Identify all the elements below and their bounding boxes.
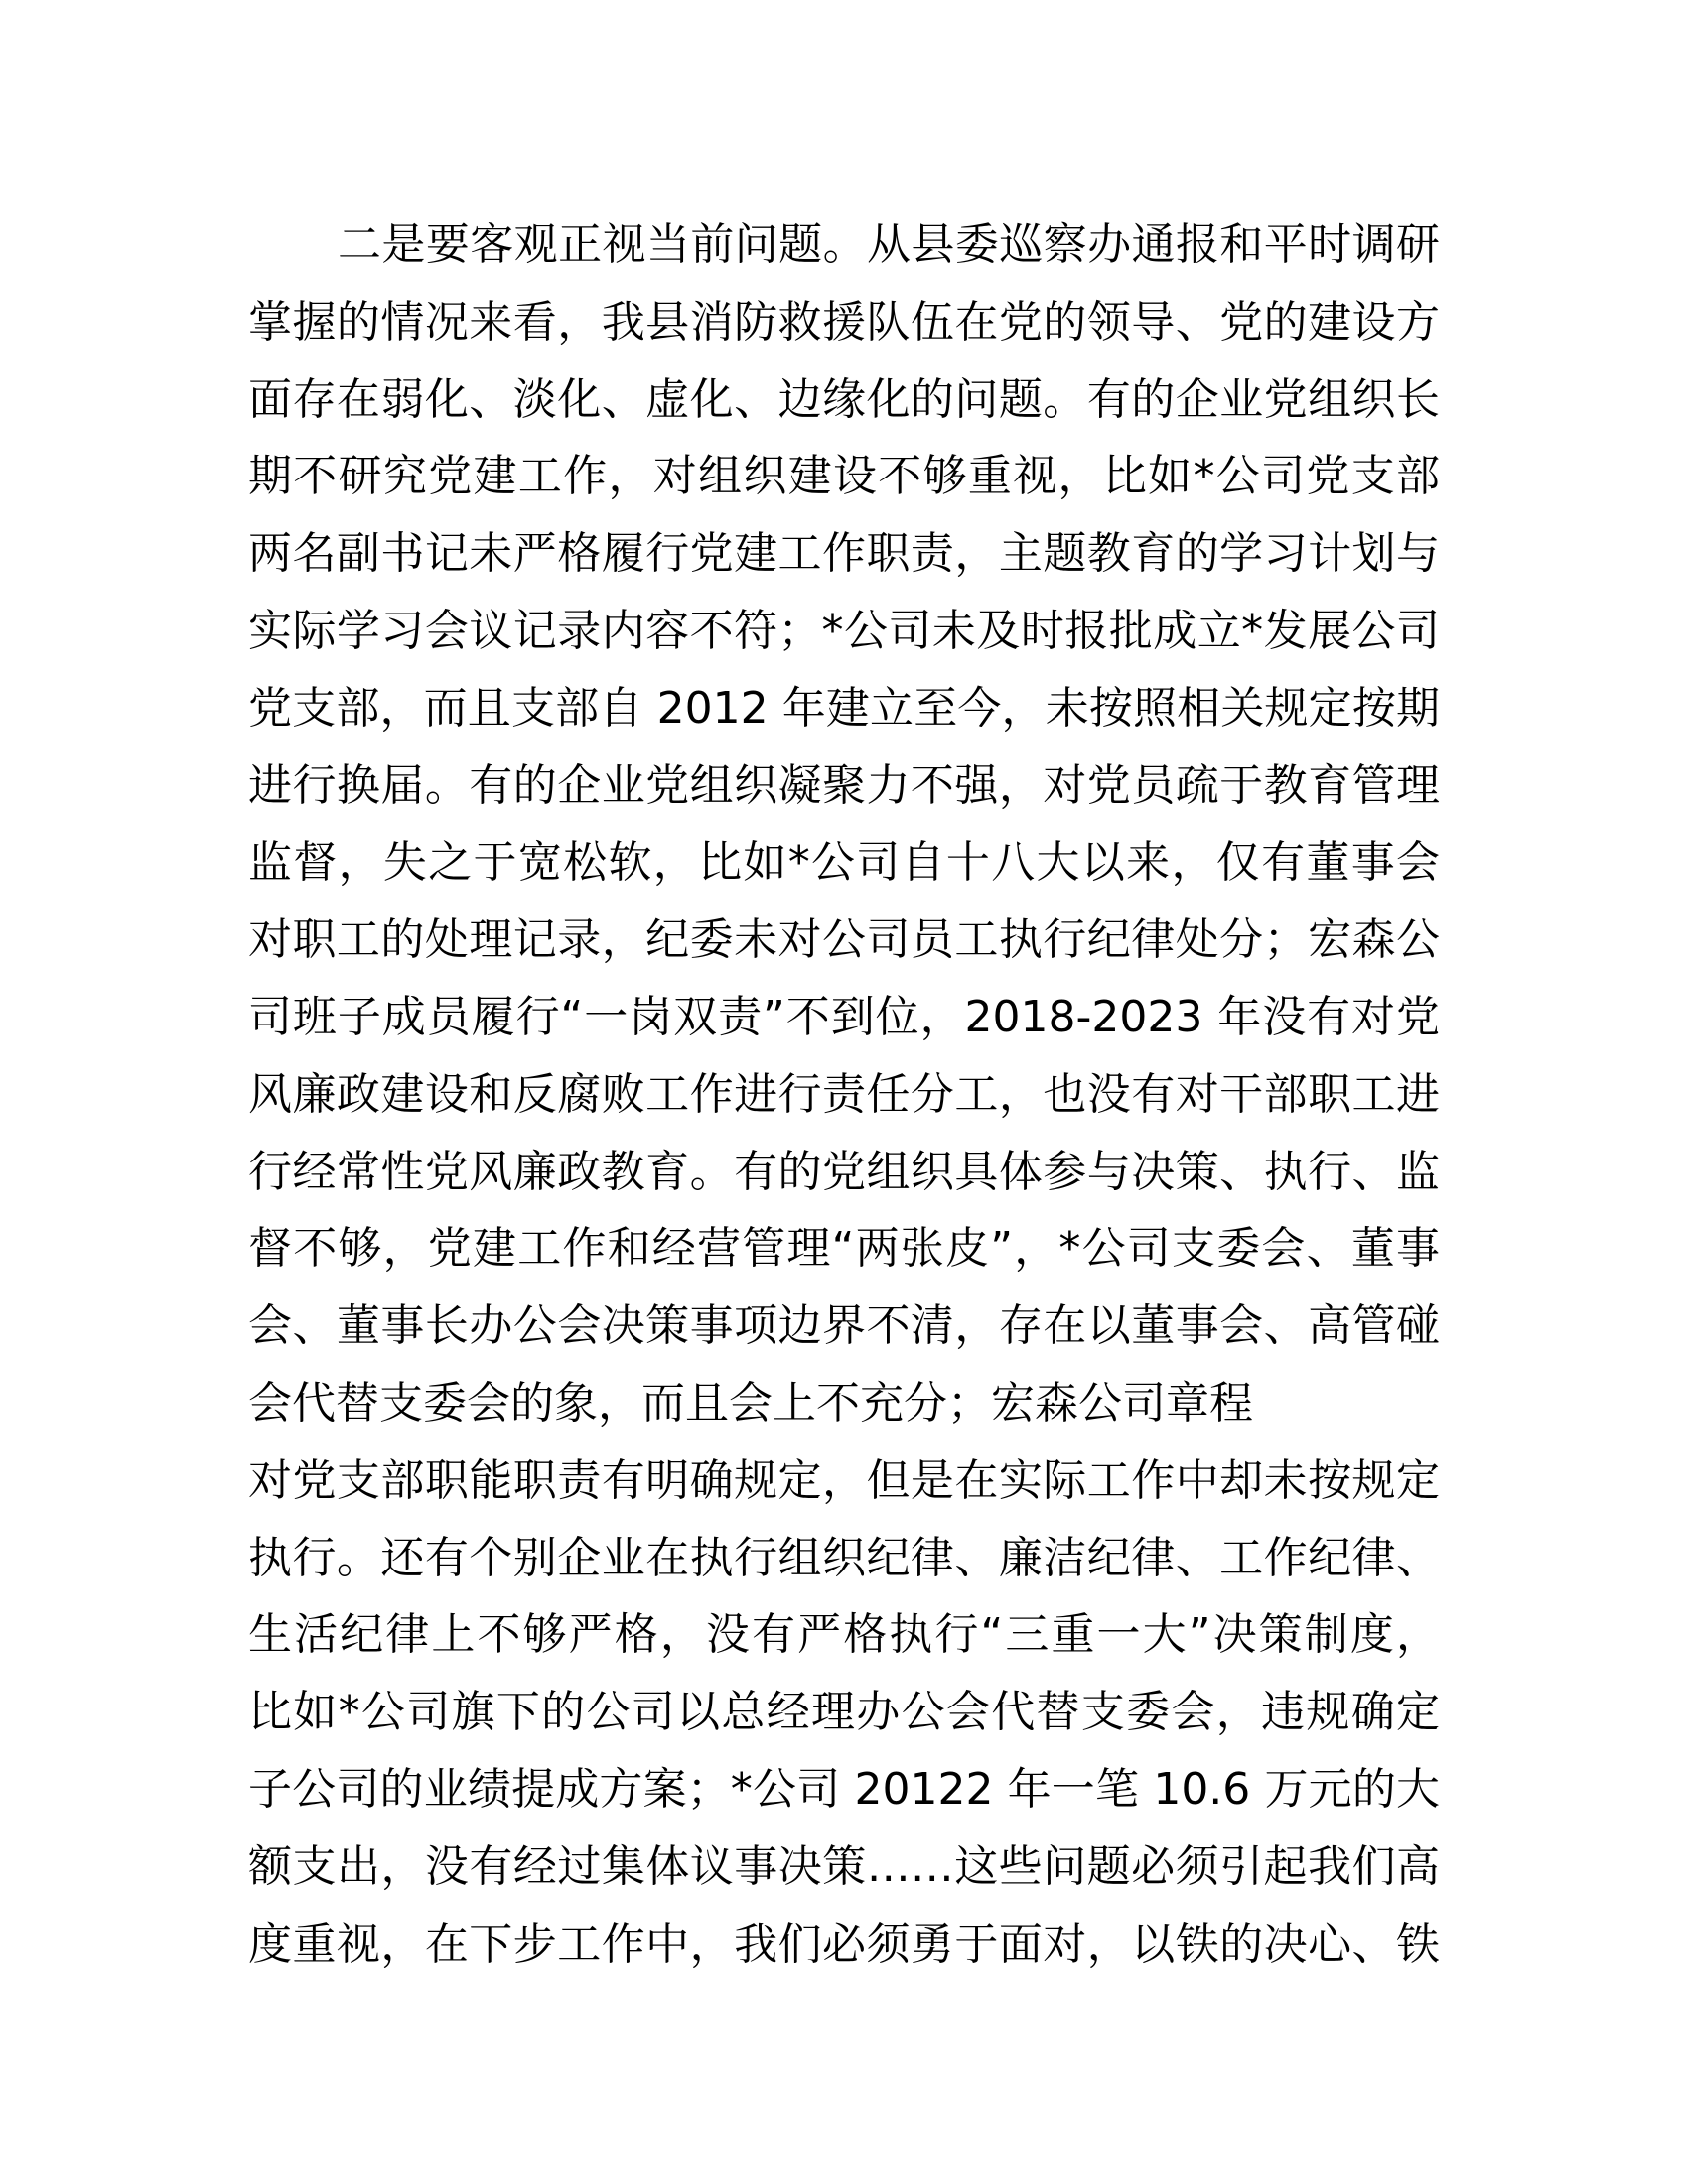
paragraph-line: 行经常性党风廉政教育。有的党组织具体参与决策、执行、监 bbox=[248, 1146, 1440, 1197]
paragraph-line: 度重视，在下步工作中，我们必须勇于面对，以铁的决心、铁 bbox=[248, 1918, 1440, 1970]
paragraph-line: 会、董事长办公会决策事项边界不清，存在以董事会、高管碰 bbox=[248, 1300, 1440, 1352]
paragraph-line: 监督，失之于宽松软，比如*公司自十八大以来，仅有董事会 bbox=[248, 837, 1440, 888]
paragraph-line: 两名副书记未严格履行党建工作职责，主题教育的学习计划与 bbox=[248, 528, 1440, 580]
paragraph-line: 二是要客观正视当前问题。从县委巡察办通报和平时调研 bbox=[338, 219, 1440, 270]
paragraph-line: 比如*公司旗下的公司以总经理办公会代替支委会，违规确定 bbox=[248, 1687, 1440, 1738]
paragraph-line: 对党支部职能职责有明确规定，但是在实际工作中却未按规定 bbox=[248, 1454, 1440, 1506]
paragraph-line: 党支部，而且支部自 2012 年建立至今，未按照相关规定按期 bbox=[248, 682, 1440, 734]
paragraph-line: 生活纪律上不够严格，没有严格执行“三重一大”决策制度， bbox=[248, 1609, 1440, 1661]
body-paragraph bbox=[248, 206, 1440, 1982]
paragraph-line: 掌握的情况来看，我县消防救援队伍在党的领导、党的建设方 bbox=[248, 296, 1440, 347]
paragraph-line: 进行换届。有的企业党组织凝聚力不强，对党员疏于教育管理 bbox=[248, 759, 1440, 811]
paragraph-line: 面存在弱化、淡化、虚化、边缘化的问题。有的企业党组织长 bbox=[248, 373, 1440, 425]
paragraph-line: 督不够，党建工作和经营管理“两张皮”，*公司支委会、董事 bbox=[248, 1223, 1440, 1275]
paragraph-line: 风廉政建设和反腐败工作进行责任分工，也没有对干部职工进 bbox=[248, 1068, 1440, 1120]
paragraph-line: 实际学习会议记录内容不符；*公司未及时报批成立*发展公司 bbox=[248, 605, 1440, 656]
paragraph-line: 额支出，没有经过集体议事决策……这些问题必须引起我们高 bbox=[248, 1841, 1440, 1892]
paragraph-line: 期不研究党建工作，对组织建设不够重视，比如*公司党支部 bbox=[248, 451, 1440, 502]
paragraph-line: 执行。还有个别企业在执行组织纪律、廉洁纪律、工作纪律、 bbox=[248, 1532, 1440, 1583]
paragraph-line: 司班子成员履行“一岗双责”不到位，2018-2023 年没有对党 bbox=[248, 991, 1440, 1042]
paragraph-line: 子公司的业绩提成方案；*公司 20122 年一笔 10.6 万元的大 bbox=[248, 1763, 1440, 1815]
paragraph-line: 会代替支委会的象，而且会上不充分；宏森公司章程 bbox=[248, 1377, 1253, 1429]
paragraph-line: 对职工的处理记录，纪委未对公司员工执行纪律处分；宏森公 bbox=[248, 914, 1440, 966]
